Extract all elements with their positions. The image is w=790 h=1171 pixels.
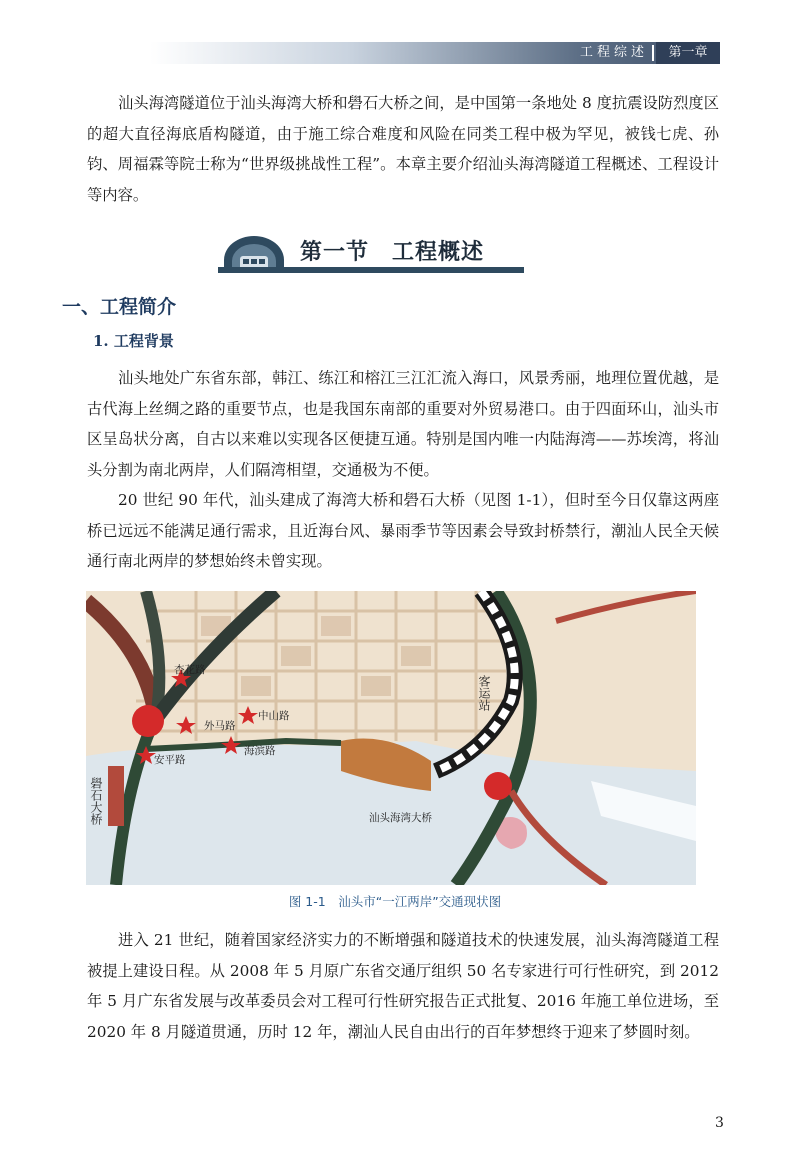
section-title: 第一节 工程概述 [300, 240, 485, 265]
body-paragraph: 汕头地处广东省东部，韩江、练江和榕江三江汇流入海口，风景秀丽，地理位置优越，是古代海上丝绸之路的重要节点，也是我国东南部的重要对外贸易港口。由于四面环山，汕头市区呈岛状分离，自古以来难以实现各区便捷互通。特别是国内唯一内陆海湾——苏埃湾，将汕头分割为南北两岸，人们隔湾相望，交通极为不便。 [87, 369, 719, 479]
traffic-map [86, 591, 696, 885]
label-haibin-road: 海滨路 [244, 745, 276, 757]
body-paragraph: 进入 21 世纪，随着国家经济实力的不断增强和隧道技术的快速发展，汕头海湾隧道工程被提上建设日程。从 2008 年 5 月原广东省交通厅组织 50 名专家进行可行性研究，到 2012 年 5 月广东省发展与改革委员会对工程可行性研究报告正式批复、2016 年施工单位进场，至 2020 年 8 月隧道贯通，历时 12 年，潮汕人民自由出行的百年梦想终于迎来了梦圆时刻。 [87, 931, 719, 1041]
label-waima-road: 外马路 [204, 720, 236, 732]
body-paragraph: 20 世纪 90 年代，汕头建成了海湾大桥和礐石大桥（见图 1-1），但时至今日仅靠这两座桥已远远不能满足通行需求，且近海台风、暴雨季节等因素会导致封桥禁行，潮汕人民全天候通行南北两岸的梦想始终未曾实现。 [87, 491, 719, 570]
queshi-bridge [108, 766, 124, 826]
header-divider [652, 45, 654, 61]
figure-caption: 图 1-1 汕头市“一江两岸”交通现状图 [288, 894, 502, 909]
chapter-number: 第一章 [656, 42, 720, 64]
label-haiwan-bridge: 汕头海湾大桥 [369, 812, 432, 824]
label-queshi-bridge: 礐石大桥 [89, 777, 103, 825]
section-banner [218, 236, 524, 274]
heading-level2: 1. 工程背景 [93, 332, 174, 350]
chapter-title: 工程综述 [579, 45, 648, 60]
interchange-marker [484, 772, 512, 800]
heading-level1: 一、工程简介 [62, 296, 177, 318]
running-header [150, 42, 720, 64]
intro-paragraph: 汕头海湾隧道位于汕头海湾大桥和礐石大桥之间，是中国第一条地处 8 度抗震设防烈度区的超大直径海底盾构隧道，由于施工综合难度和风险在同类工程中极为罕见，被钱七虎、孙钧、周福霖等院士称为“世界级挑战性工程”。本章主要介绍汕头海湾隧道工程概述、工程设计等内容。 [87, 94, 719, 204]
interchange-marker [132, 705, 164, 737]
traffic-map-figure [86, 591, 696, 885]
label-xinghua-road: 杏花路 [174, 664, 206, 676]
page-number: 3 [715, 1115, 724, 1131]
label-passenger-station: 客运站 [477, 675, 491, 711]
label-anping-road: 安平路 [154, 754, 186, 766]
label-zhongshan-road: 中山路 [258, 710, 290, 722]
